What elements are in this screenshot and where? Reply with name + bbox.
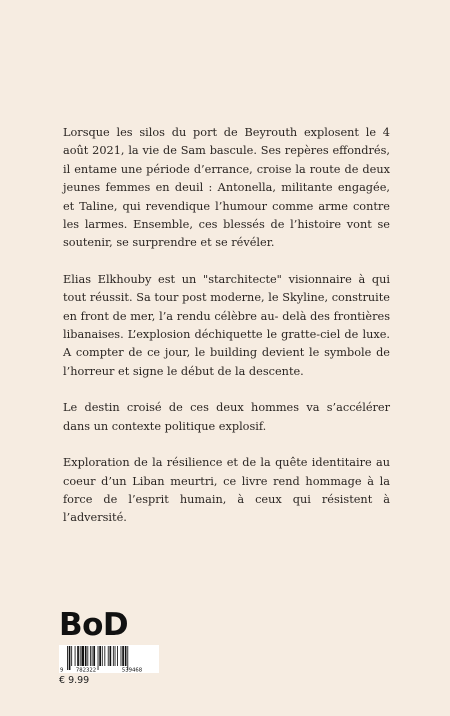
- barcode-bar: [90, 646, 91, 666]
- barcode-bar: [80, 646, 81, 666]
- barcode-bar: [92, 646, 93, 666]
- barcode-bar: [117, 646, 118, 666]
- barcode-first-digit: 9: [60, 667, 64, 673]
- barcode-bar: [113, 646, 114, 666]
- barcode-right-group: 539468: [121, 667, 143, 673]
- barcode-bar: [99, 646, 101, 666]
- barcode-bar: [108, 646, 109, 666]
- barcode-bar: [121, 646, 122, 666]
- barcode-bar: [98, 646, 99, 670]
- barcode-bar: [77, 646, 79, 666]
- blurb-paragraph: Elias Elkhouby est un "starchitecte" visionnaire à qui tout réussit. Sa tour post moderne, le Skyline, construite en front de mer, l’a rendu célèbre au- delà des frontières libanaises. L’explosion déchiquette le gratte-ciel de luxe. A compter de ce jour, le building devient le symbole de l’horreur et signe le début de la descente.: [63, 272, 390, 378]
- barcode-bars: [67, 646, 128, 670]
- publisher-logo: BoD: [59, 607, 129, 643]
- barcode-bar: [122, 646, 124, 666]
- barcode-left-group: 782322: [75, 667, 97, 673]
- barcode-bar: [87, 646, 88, 666]
- isbn-barcode: [59, 645, 159, 673]
- back-cover-blurb: [63, 124, 390, 546]
- barcode-bar: [102, 646, 103, 666]
- price-label: € 9.99: [59, 675, 90, 686]
- barcode-bar: [71, 646, 72, 666]
- barcode-bar: [67, 646, 68, 670]
- barcode-bar: [69, 646, 71, 670]
- barcode-bar: [104, 646, 105, 666]
- barcode-bar: [127, 646, 128, 670]
- blurb-paragraph: Le destin croisé de ces deux hommes va s’accélérer dans un contexte politique explosif.: [63, 401, 390, 433]
- barcode-bar: [75, 646, 76, 666]
- barcode-bar: [115, 646, 116, 666]
- barcode-bar: [110, 646, 112, 666]
- barcode-bar: [85, 646, 87, 666]
- barcode-bar: [81, 646, 84, 666]
- barcode-bar: [125, 646, 127, 666]
- barcode-bar: [93, 646, 95, 666]
- blurb-paragraph: Exploration de la résilience et de la quête identitaire au coeur d’un Liban meurtri, ce livre rend hommage à la force de l’esprit humain, à ceux qui résistent à l’adversité.: [63, 456, 390, 525]
- blurb-paragraph: Lorsque les silos du port de Beyrouth explosent le 4 août 2021, la vie de Sam bascule. Ses repères effondrés, il entame une période d’errance, croise la route de deux jeunes femmes en deuil : Antonella, militante engagée, et Taline, qui revendique l’humour comme arme contre les larmes. Ensemble, ces blessés de l’histoire vont se soutenir, se surprendre et se révéler.: [63, 126, 390, 250]
